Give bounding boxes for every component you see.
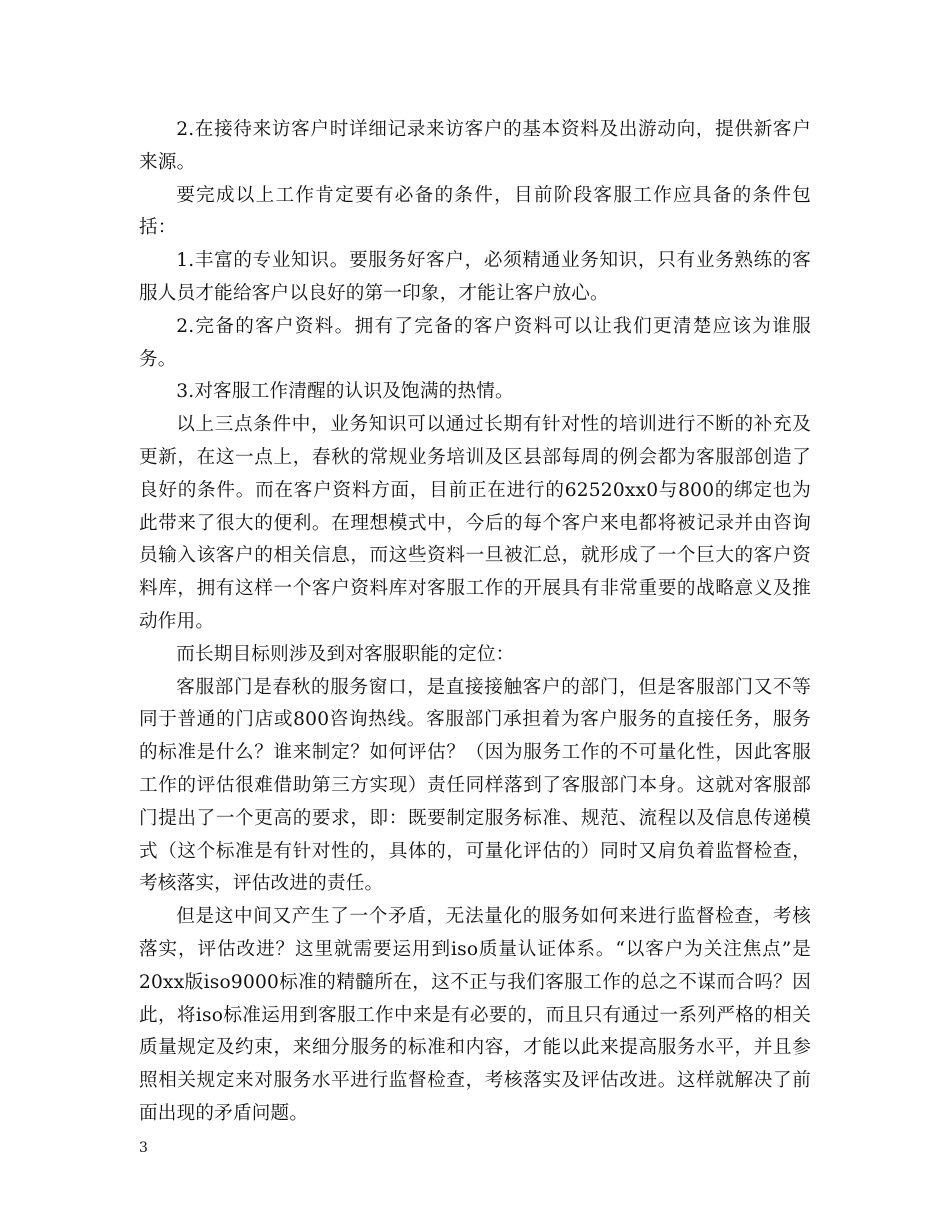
paragraph-2: 要完成以上工作肯定要有必备的条件，目前阶段客服工作应具备的条件包括：	[139, 184, 811, 239]
paragraph-4: 2.完备的客户资料。拥有了完备的客户资料可以让我们更清楚应该为谁服务。	[139, 315, 811, 370]
paragraph-6: 以上三点条件中，业务知识可以通过长期有针对性的培训进行不断的补充及更新，在这一点上，春秋的常规业务培训及区县部每周的例会都为客服部创造了良好的条件。而在客户资料方面，目前正在进行的62520xx0与800的绑定也为此带来了很大的便利。在理想模式中，今后的每个客户来电都将被记录并由咨询员输入该客户的相关信息，而这些资料一旦被汇总，就形成了一个巨大的客户资料库，拥有这样一个客户资料库对客服工作的开展具有非常重要的战略意义及推动作用。	[139, 414, 811, 632]
paragraph-3: 1.丰富的专业知识。要服务好客户，必须精通业务知识，只有业务熟练的客服人员才能给客户以良好的第一印象，才能让客户放心。	[139, 250, 811, 304]
paragraph-5: 3.对客服工作清醒的认识及饱满的热情。	[176, 381, 514, 403]
document-body	[139, 114, 811, 1131]
paragraph-7: 而长期目标则涉及到对客服职能的定位：	[176, 643, 515, 665]
page-number: 3	[139, 1140, 148, 1156]
paragraph-9: 但是这中间又产生了一个矛盾，无法量化的服务如何来进行监督检查，考核落实，评估改进？这里就需要运用到iso质量认证体系。“以客户为关注焦点”是20xx版iso9000标准的精髓所在，这不正与我们客服工作的总之不谋而合吗？因此，将iso标准运用到客服工作中来是有必要的，而且只有通过一系列严格的相关质量规定及约束，来细分服务的标准和内容，才能以此来提高服务水平，并且参照相关规定来对服务水平进行监督检查，考核落实及评估改进。这样就解决了前面出现的矛盾问题。	[139, 906, 811, 1124]
paragraph-1: 2.在接待来访客户时详细记录来访客户的基本资料及出游动向，提供新客户来源。	[139, 119, 811, 173]
paragraph-8: 客服部门是春秋的服务窗口，是直接接触客户的部门，但是客服部门又不等同于普通的门店或800咨询热线。客服部门承担着为客户服务的直接任务，服务的标准是什么？谁来制定？如何评估？（因为服务工作的不可量化性，因此客服工作的评估很难借助第三方实现）责任同样落到了客服部门本身。这就对客服部门提出了一个更高的要求，即：既要制定服务标准、规范、流程以及信息传递模式（这个标准是有针对性的，具体的，可量化评估的）同时又肩负着监督检查，考核落实，评估改进的责任。	[139, 676, 811, 895]
